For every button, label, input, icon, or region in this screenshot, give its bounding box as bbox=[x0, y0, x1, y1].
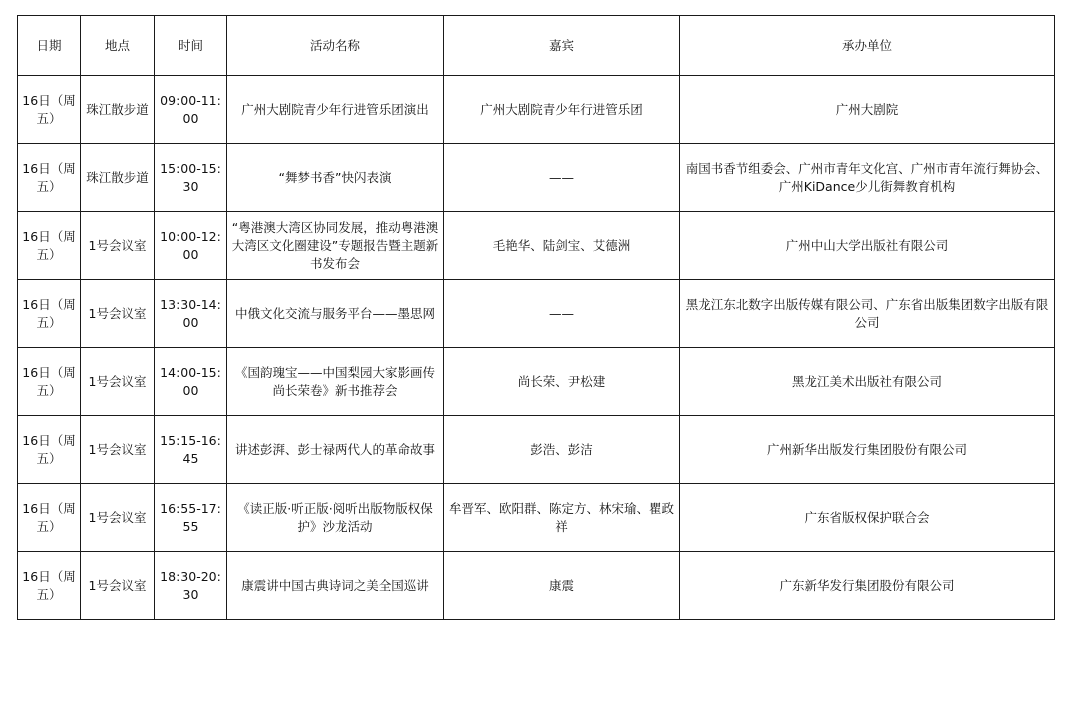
cell-time: 16:55-17:55 bbox=[155, 484, 227, 552]
cell-organizer: 南国书香节组委会、广州市青年文化宫、广州市青年流行舞协会、广州KiDance少儿街舞教育机构 bbox=[680, 144, 1055, 212]
cell-guests: 牟晋军、欧阳群、陈定方、林宋瑜、瞿政祥 bbox=[444, 484, 680, 552]
cell-location: 1号会议室 bbox=[81, 416, 155, 484]
table-row bbox=[18, 348, 1055, 416]
header-guests: 嘉宾 bbox=[444, 16, 680, 76]
header-organizer: 承办单位 bbox=[680, 16, 1055, 76]
table-row bbox=[18, 552, 1055, 620]
header-event: 活动名称 bbox=[227, 16, 444, 76]
cell-event: 《国韵瑰宝——中国梨园大家影画传尚长荣卷》新书推荐会 bbox=[227, 348, 444, 416]
cell-event: 康震讲中国古典诗词之美全国巡讲 bbox=[227, 552, 444, 620]
cell-location: 1号会议室 bbox=[81, 212, 155, 280]
table-body bbox=[18, 76, 1055, 620]
cell-location: 1号会议室 bbox=[81, 484, 155, 552]
header-row bbox=[18, 16, 1055, 76]
table-header bbox=[18, 16, 1055, 76]
cell-event: 讲述彭湃、彭士禄两代人的革命故事 bbox=[227, 416, 444, 484]
cell-location: 1号会议室 bbox=[81, 552, 155, 620]
cell-event: 《读正版·听正版·阅听出版物版权保护》沙龙活动 bbox=[227, 484, 444, 552]
cell-organizer: 广东新华发行集团股份有限公司 bbox=[680, 552, 1055, 620]
cell-organizer: 广东省版权保护联合会 bbox=[680, 484, 1055, 552]
cell-guests: 毛艳华、陆剑宝、艾德洲 bbox=[444, 212, 680, 280]
table-row bbox=[18, 76, 1055, 144]
cell-date: 16日（周五） bbox=[18, 212, 81, 280]
cell-event: 广州大剧院青少年行进管乐团演出 bbox=[227, 76, 444, 144]
cell-organizer: 黑龙江美术出版社有限公司 bbox=[680, 348, 1055, 416]
cell-organizer: 广州新华出版发行集团股份有限公司 bbox=[680, 416, 1055, 484]
cell-guests: 尚长荣、尹松建 bbox=[444, 348, 680, 416]
cell-time: 14:00-15:00 bbox=[155, 348, 227, 416]
cell-organizer: 黑龙江东北数字出版传媒有限公司、广东省出版集团数字出版有限公司 bbox=[680, 280, 1055, 348]
cell-date: 16日（周五） bbox=[18, 552, 81, 620]
cell-location: 1号会议室 bbox=[81, 280, 155, 348]
cell-date: 16日（周五） bbox=[18, 416, 81, 484]
cell-guests: 广州大剧院青少年行进管乐团 bbox=[444, 76, 680, 144]
cell-guests: 彭浩、彭洁 bbox=[444, 416, 680, 484]
table-row bbox=[18, 416, 1055, 484]
table-row bbox=[18, 484, 1055, 552]
cell-guests: 康震 bbox=[444, 552, 680, 620]
cell-location: 1号会议室 bbox=[81, 348, 155, 416]
table-row bbox=[18, 280, 1055, 348]
cell-date: 16日（周五） bbox=[18, 348, 81, 416]
cell-time: 15:15-16:45 bbox=[155, 416, 227, 484]
cell-date: 16日（周五） bbox=[18, 144, 81, 212]
cell-guests: —— bbox=[444, 280, 680, 348]
cell-date: 16日（周五） bbox=[18, 76, 81, 144]
cell-time: 10:00-12:00 bbox=[155, 212, 227, 280]
table-row bbox=[18, 212, 1055, 280]
table-row bbox=[18, 144, 1055, 212]
header-location: 地点 bbox=[81, 16, 155, 76]
header-date: 日期 bbox=[18, 16, 81, 76]
cell-location: 珠江散步道 bbox=[81, 144, 155, 212]
cell-organizer: 广州大剧院 bbox=[680, 76, 1055, 144]
cell-time: 18:30-20:30 bbox=[155, 552, 227, 620]
cell-guests: —— bbox=[444, 144, 680, 212]
cell-event: “粤港澳大湾区协同发展，推动粤港澳大湾区文化圈建设”专题报告暨主题新书发布会 bbox=[227, 212, 444, 280]
cell-location: 珠江散步道 bbox=[81, 76, 155, 144]
cell-event: 中俄文化交流与服务平台——墨思网 bbox=[227, 280, 444, 348]
cell-event: “舞梦书香”快闪表演 bbox=[227, 144, 444, 212]
header-time: 时间 bbox=[155, 16, 227, 76]
cell-organizer: 广州中山大学出版社有限公司 bbox=[680, 212, 1055, 280]
event-schedule-table bbox=[17, 15, 1055, 620]
cell-time: 15:00-15:30 bbox=[155, 144, 227, 212]
cell-time: 09:00-11:00 bbox=[155, 76, 227, 144]
cell-date: 16日（周五） bbox=[18, 280, 81, 348]
cell-time: 13:30-14:00 bbox=[155, 280, 227, 348]
cell-date: 16日（周五） bbox=[18, 484, 81, 552]
